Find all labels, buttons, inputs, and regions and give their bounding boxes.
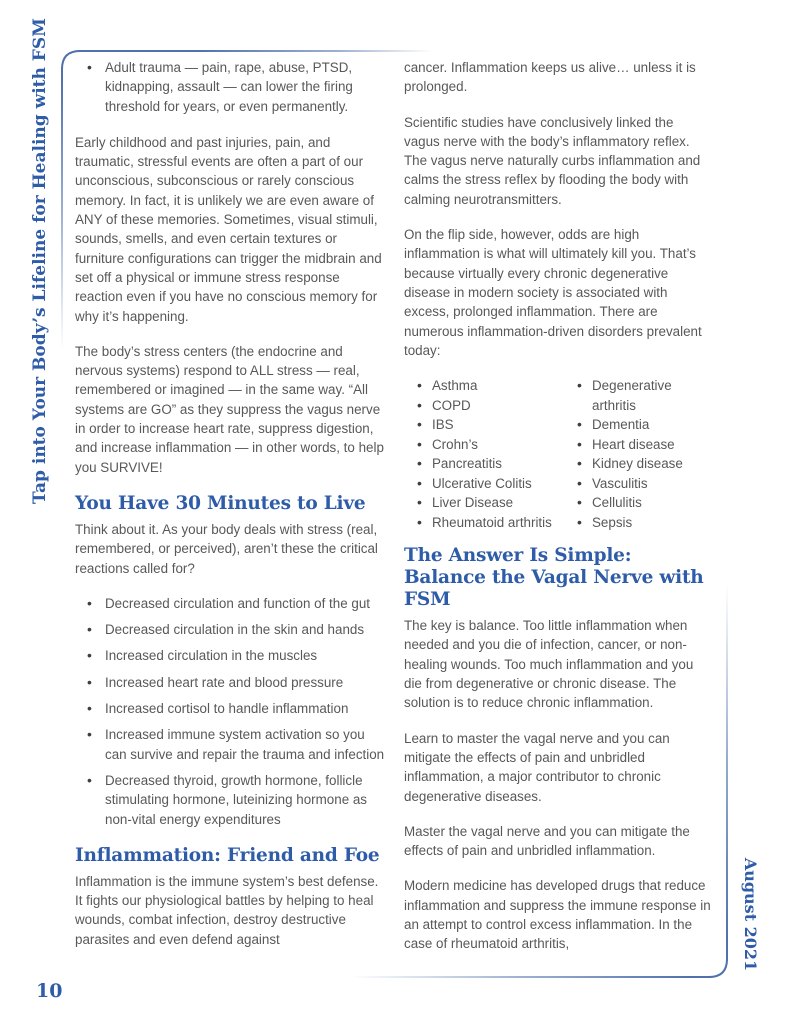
list-item: • Decreased thyroid, growth hormone, follicle stimulating hormone, luteinizing hormone as non-vital energy expenditures bbox=[75, 771, 387, 829]
paragraph: Modern medicine has developed drugs that reduce inflammation and suppress the immune response in an attempt to control excess inflammation. In the case of rheumatoid arthritis, bbox=[404, 878, 711, 952]
vertical-issue-date bbox=[734, 857, 768, 971]
paragraph: cancer. Inflammation keeps us alive… unless it is prolonged. bbox=[404, 60, 696, 95]
list-item: • Adult trauma — pain, rape, abuse, PTSD, kidnapping, assault — can lower the firing threshold for years, or even permanently. bbox=[75, 58, 387, 116]
paragraph: Master the vagal nerve and you can mitigate the effects of pain and unbridled inflammation. bbox=[404, 823, 690, 859]
list-item: • Sepsis bbox=[564, 513, 710, 533]
paragraph: The body’s stress centers (the endocrine and nervous systems) respond to ALL stress — real, remembered or imagined — in the same way. “All systems are GO” as they suppress the vagus nerve in order to increase heart rate, suppress digestion, and increase inflammation — in other words, to help you SURVIVE! bbox=[75, 343, 384, 475]
list-item: • IBS bbox=[404, 415, 564, 435]
list-item: • COPD bbox=[404, 396, 564, 416]
list-item: • Decreased circulation and function of the gut bbox=[75, 594, 387, 613]
list-item: • Increased cortisol to handle inflammation bbox=[75, 699, 387, 718]
section-heading-inflammation: Inflammation: Friend and Foe bbox=[75, 844, 380, 866]
paragraph: Scientific studies have conclusively linked the vagus nerve with the body’s inflammatory reflex. The vagus nerve naturally curbs inflammation and calms the stress reflex by flooding the body with calming neurotransmitters. bbox=[404, 114, 701, 207]
list-item: • Crohn’s bbox=[404, 435, 564, 455]
list-item: • Decreased circulation in the skin and hands bbox=[75, 620, 387, 639]
stress-reactions-list bbox=[75, 594, 387, 829]
vertical-article-title-text: Tap into Your Body’s Lifeline for Healing with FSM bbox=[30, 18, 51, 504]
list-item: • Increased immune system activation so you can survive and repair the trauma and infection bbox=[75, 725, 387, 764]
vertical-article-title bbox=[20, 18, 60, 504]
disorders-column-2 bbox=[564, 376, 710, 532]
list-item: • Kidney disease bbox=[564, 454, 710, 474]
paragraph: Inflammation is the immune system’s best defense. It fights our physiological battles by helping to heal wounds, combat infection, destroy destructive parasites and even defend against bbox=[75, 873, 379, 947]
section-heading-answer: The Answer Is Simple: Balance the Vagal Nerve with FSM bbox=[404, 545, 704, 611]
list-item: • Degenerative arthritis bbox=[564, 376, 710, 415]
vertical-issue-date-text: August 2021 bbox=[741, 857, 761, 971]
right-column bbox=[404, 58, 711, 970]
paragraph: The key is balance. Too little inflammation when needed and you die of infection, cancer, or non-healing wounds. Too much inflammation and you die from degenerative or chronic disease. The solution is to reduce chronic inflammation. bbox=[404, 618, 694, 711]
list-item: • Increased heart rate and blood pressure bbox=[75, 673, 387, 692]
list-item: • Vasculitis bbox=[564, 474, 710, 494]
paragraph: Think about it. As your body deals with stress (real, remembered, or perceived), aren’t these the critical reactions called for? bbox=[75, 521, 378, 576]
paragraph: Early childhood and past injuries, pain, and traumatic, stressful events are often a part of our unconscious, subconscious or rarely conscious memory. In fact, it is unlikely we are even aware of ANY of these memories. Sometimes, visual stimuli, sounds, smells, and even certain textures or furniture configurations can trigger the midbrain and set off a physical or immune stress response reaction even if you have no conscious memory for why it’s happening. bbox=[75, 134, 382, 324]
paragraph: On the flip side, however, odds are high inflammation is what will ultimately kill you. That’s because virtually every chronic degenerative disease in modern society is associated with excess, prolonged inflammation. There are numerous inflammation-driven disorders prevalent today: bbox=[404, 227, 702, 358]
list-item: • Liver Disease bbox=[404, 493, 564, 513]
intro-bullet-list bbox=[75, 58, 387, 116]
page-number: 10 bbox=[36, 980, 63, 1002]
section-heading-30-minutes: You Have 30 Minutes to Live bbox=[75, 492, 366, 514]
paragraph: Learn to master the vagal nerve and you can mitigate the effects of pain and unbridled inflammation, a major contributor to chronic degenerative diseases. bbox=[404, 730, 670, 804]
list-item: • Pancreatitis bbox=[404, 454, 564, 474]
list-item: • Rheumatoid arthritis bbox=[404, 513, 564, 533]
list-item: • Asthma bbox=[404, 376, 564, 396]
list-item: • Dementia bbox=[564, 415, 710, 435]
left-column bbox=[75, 58, 387, 970]
list-item: • Increased circulation in the muscles bbox=[75, 646, 387, 665]
disorders-column-1 bbox=[404, 376, 564, 532]
disorders-two-column-list bbox=[404, 376, 711, 532]
article-body bbox=[75, 58, 727, 970]
list-item: • Heart disease bbox=[564, 435, 710, 455]
list-item: • Ulcerative Colitis bbox=[404, 474, 564, 494]
list-item: • Cellulitis bbox=[564, 493, 710, 513]
